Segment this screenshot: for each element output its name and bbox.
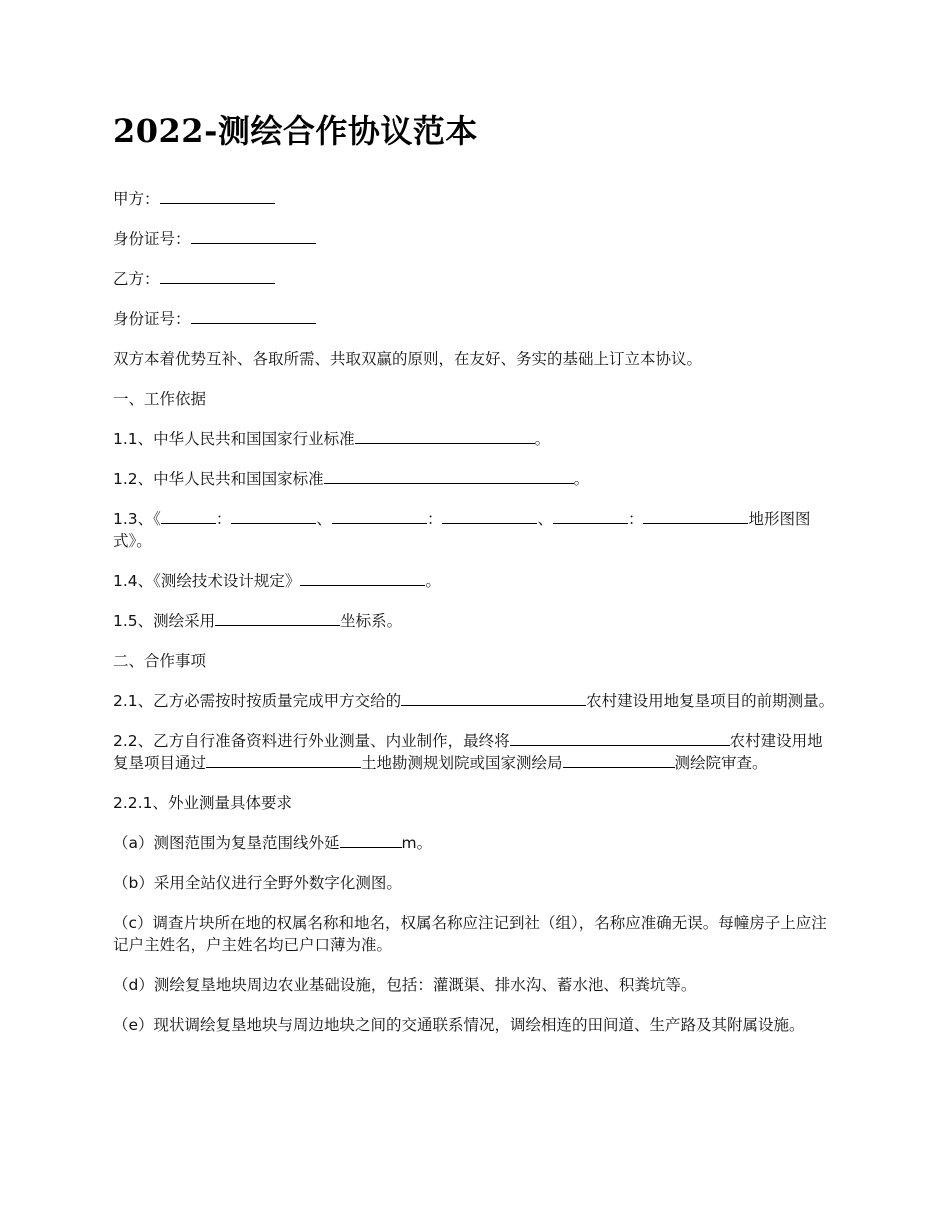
clause-1-3-colon-2: ： <box>426 510 443 528</box>
clause-2-2-middle-1: 农村建设用地复垦项目通过 <box>113 732 823 772</box>
clause-1-3-comma-2: 、 <box>537 510 553 528</box>
section-2-heading: 二、合作事项 <box>113 652 207 670</box>
clause-1-4-blank <box>300 570 425 586</box>
item-e: （e）现状调绘复垦地块与周边地块之间的交通联系情况，调绘相连的田间道、生产路及其附属设施。 <box>113 1016 805 1034</box>
document-page <box>113 108 838 1054</box>
item-c: （c）调查片块所在地的权属名称和地名，权属名称应注记到社（组），名称应准确无误。每幢房子上应注记户主姓名，户主姓名均已户口薄为准。 <box>113 914 827 954</box>
party-b-label: 乙方： <box>113 270 160 288</box>
party-a-id-label: 身份证号： <box>113 230 191 248</box>
party-b-id-blank <box>191 308 316 324</box>
clause-1-3-blank-3 <box>332 508 427 524</box>
clause-1-5 <box>113 610 838 632</box>
clause-2-2-1-heading: 2.2.1、外业测量具体要求 <box>113 794 292 812</box>
clause-1-3-suffix: 地形图图式》。 <box>113 510 811 550</box>
clause-1-5-suffix: 坐标系。 <box>340 612 403 630</box>
clause-1-5-blank <box>215 610 340 626</box>
clause-1-3 <box>113 508 838 552</box>
clause-2-1-suffix: 农村建设用地复垦项目的前期测量。 <box>586 692 835 710</box>
clause-1-3-text: 1.3、《 <box>113 510 161 528</box>
clause-1-1-suffix: 。 <box>534 430 551 448</box>
clause-1-3-colon-1: ： <box>215 510 232 528</box>
party-a-blank <box>160 188 275 204</box>
clause-1-5-text: 1.5、测绘采用 <box>113 612 216 630</box>
section-1-heading: 一、工作依据 <box>113 390 207 408</box>
item-a <box>113 832 838 854</box>
intro-paragraph: 双方本着优势互补、各取所需、共取双赢的原则，在友好、务实的基础上订立本协议。 <box>113 350 703 368</box>
clause-1-4-suffix: 。 <box>425 572 441 590</box>
clause-2-2-blank-3 <box>563 752 675 768</box>
party-a-line <box>113 188 838 210</box>
item-a-suffix: m。 <box>401 834 433 852</box>
party-b-line <box>113 268 838 290</box>
clause-1-3-blank-2 <box>231 508 316 524</box>
party-b-blank <box>160 268 275 284</box>
item-a-text: （a）测图范围为复垦范围线外延 <box>113 834 340 852</box>
clause-1-4-text: 1.4、《测绘技术设计规定》 <box>113 572 301 590</box>
clause-1-2-blank <box>324 468 574 484</box>
clause-1-3-blank-1 <box>161 508 216 524</box>
clause-2-2-middle-2: 土地勘测规划院或国家测绘局 <box>361 754 563 772</box>
clause-2-2 <box>113 730 838 774</box>
clause-1-2-suffix: 。 <box>573 470 590 488</box>
clause-1-2 <box>113 468 838 490</box>
clause-1-3-blank-5 <box>553 508 628 524</box>
clause-2-2-blank-2 <box>206 752 361 768</box>
clause-1-3-blank-4 <box>442 508 537 524</box>
party-b-id-label: 身份证号： <box>113 310 191 328</box>
party-a-id-blank <box>191 228 316 244</box>
clause-1-1-text: 1.1、中华人民共和国国家行业标准 <box>113 430 355 448</box>
party-b-id-line <box>113 308 838 330</box>
clause-2-2-blank-1 <box>510 730 730 746</box>
clause-1-1 <box>113 428 838 450</box>
party-a-id-line <box>113 228 838 250</box>
clause-1-3-comma-1: 、 <box>316 510 332 528</box>
item-b: （b）采用全站仪进行全野外数字化测图。 <box>113 874 402 892</box>
party-a-label: 甲方： <box>113 190 160 208</box>
item-a-blank <box>340 832 402 848</box>
clause-2-2-suffix: 测绘院审查。 <box>674 754 768 772</box>
clause-2-1-blank <box>401 690 586 706</box>
clause-1-3-colon-3: ： <box>627 510 644 528</box>
clause-2-1-text: 2.1、乙方必需按时按质量完成甲方交给的 <box>113 692 402 710</box>
clause-1-4 <box>113 570 838 592</box>
clause-1-1-blank <box>355 428 535 444</box>
document-title: 2022-测绘合作协议范本 <box>113 112 478 150</box>
item-d: （d）测绘复垦地块周边农业基础设施，包括：灌溉渠、排水沟、蓄水池、积粪坑等。 <box>113 976 697 994</box>
clause-1-3-blank-6 <box>643 508 748 524</box>
clause-2-1 <box>113 690 838 712</box>
clause-1-2-text: 1.2、中华人民共和国国家标准 <box>113 470 324 488</box>
clause-2-2-text: 2.2、乙方自行准备资料进行外业测量、内业制作，最终将 <box>113 732 510 750</box>
